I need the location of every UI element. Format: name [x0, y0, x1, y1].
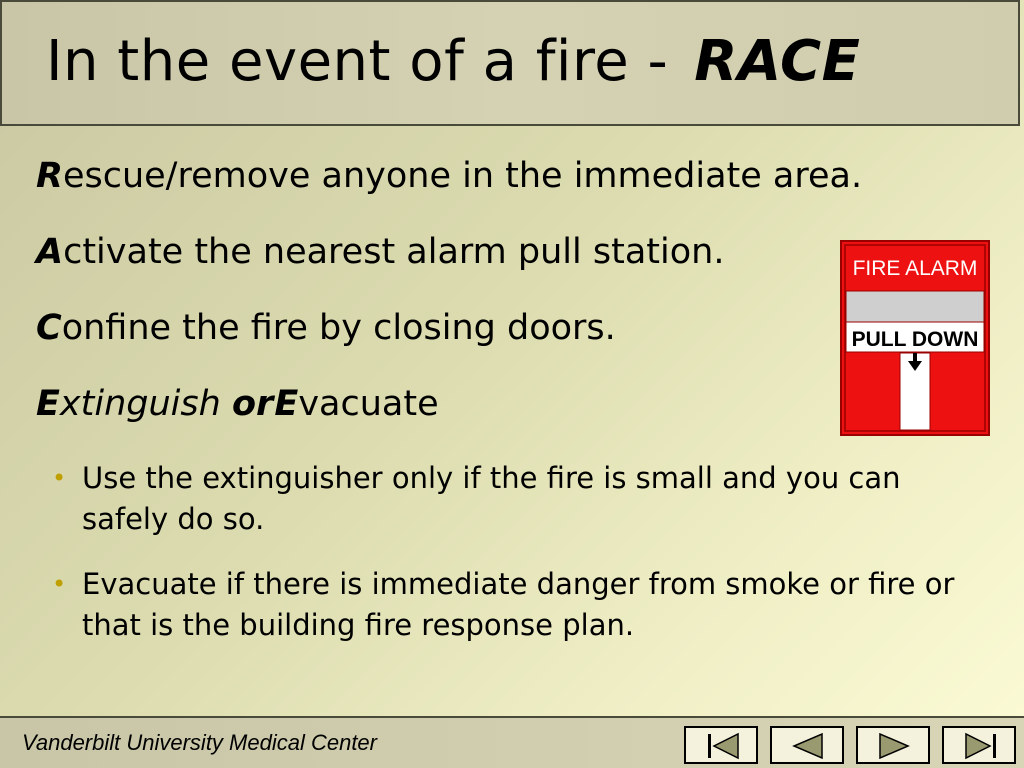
title-prefix: In the event of a fire -	[46, 29, 669, 94]
bullet-text: Evacuate if there is immediate danger from smoke or fire or that is the building fire response plan.	[82, 567, 955, 642]
skip-to-end-icon	[944, 728, 1018, 766]
step-text: xtinguish	[59, 384, 221, 424]
step-text-2: vacuate	[298, 384, 439, 424]
footer-bar	[0, 716, 1024, 768]
step-rescue	[36, 154, 862, 198]
footer-organization: Vanderbilt University Medical Center	[22, 730, 377, 755]
slide-title	[46, 26, 860, 98]
title-bar	[0, 0, 1020, 126]
step-letter: C	[36, 308, 62, 348]
triangle-left-icon	[772, 728, 846, 766]
title-acronym: RACE	[694, 29, 861, 94]
step-letter: R	[36, 156, 63, 196]
fire-alarm-label: FIRE ALARM	[852, 257, 978, 280]
step-text: onfine the fire by closing doors.	[61, 308, 616, 348]
step-text: ctivate the nearest alarm pull station.	[63, 232, 725, 272]
step-activate	[36, 230, 724, 274]
skip-to-start-icon	[686, 728, 760, 766]
first-slide-button[interactable]	[684, 726, 758, 764]
pull-down-label: PULL DOWN	[851, 328, 979, 351]
step-letter: E	[36, 384, 60, 424]
last-slide-button[interactable]	[942, 726, 1016, 764]
bullet-dot-icon: •	[52, 570, 67, 598]
bullet-item	[52, 564, 992, 646]
previous-slide-button[interactable]	[770, 726, 844, 764]
bullet-dot-icon: •	[52, 464, 67, 492]
next-slide-button[interactable]	[856, 726, 930, 764]
step-extinguish-evacuate	[36, 382, 439, 426]
step-confine	[36, 306, 616, 350]
triangle-right-icon	[858, 728, 932, 766]
step-connector: or	[231, 384, 274, 424]
step-letter: A	[36, 232, 64, 272]
fire-alarm-icon	[840, 240, 990, 436]
step-text: escue/remove anyone in the immediate area.	[62, 156, 863, 196]
bullet-text: Use the extinguisher only if the fire is small and you can safely do so.	[82, 461, 901, 536]
step-letter-2: E	[274, 384, 299, 424]
bullet-item	[52, 458, 992, 540]
